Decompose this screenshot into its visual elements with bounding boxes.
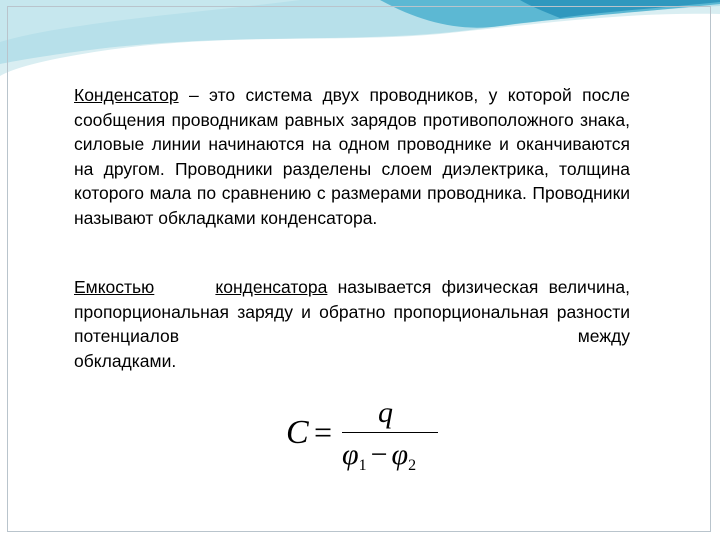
definition-line1: – это система двух проводников, у которой bbox=[178, 85, 572, 105]
minus-sign: − bbox=[370, 438, 388, 471]
fraction-bar bbox=[342, 432, 438, 433]
formula-equals: = bbox=[314, 414, 333, 450]
subscript-1: 1 bbox=[358, 457, 367, 474]
definition-body: после сообщения проводникам равных зарядов противоположного знака, силовые линии начинаются на одном проводнике и оканчиваются на другом. Проводники разделены слоем диэлектрика, толщина которого мала по сравнению с размерами проводника. Проводники bbox=[74, 85, 630, 203]
term-of-capacitor: конденсатора bbox=[215, 277, 328, 297]
formula-denominator bbox=[342, 438, 416, 475]
formula-lhs: C bbox=[286, 414, 309, 451]
capacitance-body: называется физическая величина, пропорциональная заряду и обратно пропорциональная разности потенциалов между bbox=[74, 277, 630, 346]
phi-1: φ bbox=[342, 438, 359, 471]
capacitance-definition-paragraph bbox=[74, 275, 630, 373]
definition-last-line: называют обкладками конденсатора. bbox=[74, 207, 378, 228]
formula-numerator: q bbox=[378, 396, 393, 429]
subscript-2: 2 bbox=[408, 457, 417, 474]
capacitance-last-line: обкладками. bbox=[74, 350, 177, 371]
phi-2: φ bbox=[391, 438, 409, 471]
capacitor-definition-paragraph bbox=[74, 83, 630, 230]
capacitance-formula bbox=[284, 396, 454, 488]
term-capacitor: Конденсатор bbox=[74, 85, 179, 105]
term-capacitance: Емкостью bbox=[74, 277, 155, 297]
